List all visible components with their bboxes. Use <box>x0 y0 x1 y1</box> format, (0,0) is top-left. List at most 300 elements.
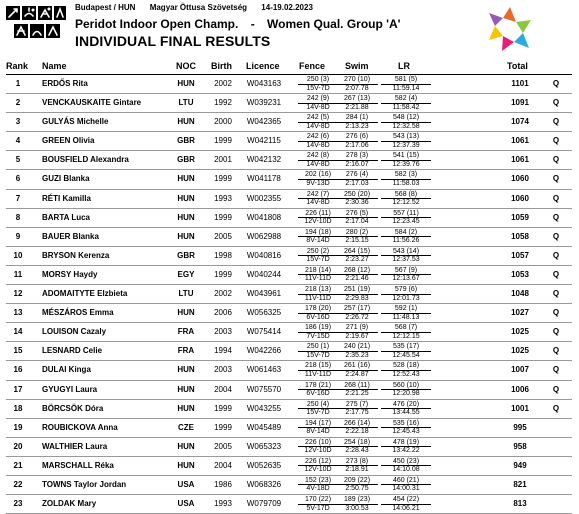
cell-q: Q <box>552 117 560 127</box>
cell-lr <box>381 496 431 512</box>
cell-swim-points: 240 (21) <box>343 343 371 351</box>
table-row <box>6 495 572 514</box>
cell-total: 1001 <box>511 403 529 413</box>
cell-rank: 1 <box>15 79 21 88</box>
cell-lr-points: 584 (2) <box>394 228 418 236</box>
cell-rank: 4 <box>15 136 21 146</box>
cell-swim <box>336 439 378 455</box>
event-info-line <box>75 3 325 12</box>
cell-noc: HUN <box>177 441 195 451</box>
cell-swim-result: 2:21.25 <box>336 389 378 398</box>
cell-noc: EGY <box>177 269 195 279</box>
cell-fence <box>298 133 338 149</box>
cell-lr <box>381 382 431 398</box>
event-emblem-logo <box>485 4 535 54</box>
cell-fence-result: 15V-7D <box>298 408 338 417</box>
cell-total: 1007 <box>511 365 529 375</box>
cell-swim-points: 271 (9) <box>345 324 369 332</box>
cell-lr-result: 11:59.14 <box>381 84 431 93</box>
cell-lr <box>381 439 431 455</box>
cell-fence-points: 178 (21) <box>304 381 332 389</box>
cell-swim <box>336 95 378 111</box>
cell-lr <box>381 458 431 474</box>
cell-swim-result: 2:17.06 <box>336 141 378 150</box>
cell-total: 1058 <box>511 231 529 241</box>
cell-swim-points: 250 (20) <box>343 190 371 198</box>
competition-line <box>75 17 401 31</box>
cell-fence-result: 14V-8D <box>298 103 338 112</box>
cell-fence <box>298 439 338 455</box>
cell-birth: 1999 <box>214 212 232 222</box>
cell-swim-result: 2:22.18 <box>336 427 378 436</box>
cell-swim-points: 273 (8) <box>345 457 369 465</box>
cell-lr-points: 528 (18) <box>392 362 420 370</box>
cell-lr <box>381 171 431 187</box>
cell-lr <box>381 305 431 321</box>
cell-lr <box>381 76 431 92</box>
cell-lr-points: 582 (3) <box>394 171 418 179</box>
cell-rank: 23 <box>13 499 23 509</box>
cell-fence <box>298 248 338 264</box>
cell-fence-points: 194 (17) <box>304 419 332 427</box>
cell-fence-points: 242 (9) <box>306 95 330 103</box>
cell-noc: HUN <box>177 117 195 127</box>
cell-swim <box>336 267 378 283</box>
cell-lr-result: 14:10.08 <box>381 465 431 474</box>
cell-rank: 5 <box>15 155 21 165</box>
cell-swim <box>336 458 378 474</box>
cell-licence: W042132 <box>246 155 282 165</box>
cell-lr-points: 543 (13) <box>392 133 420 141</box>
cell-lr <box>381 286 431 302</box>
cell-rank: 12 <box>13 289 23 299</box>
cell-lr <box>381 477 431 493</box>
cell-fence <box>298 458 338 474</box>
cell-fence-points: 242 (6) <box>306 133 330 141</box>
cell-licence: W075570 <box>246 384 282 394</box>
cell-noc: HUN <box>177 79 195 88</box>
cell-total: 1061 <box>511 136 529 146</box>
cell-q: Q <box>552 98 560 108</box>
cell-birth: 1999 <box>214 403 232 413</box>
col-noc: NOC <box>176 61 196 71</box>
cell-fence-result: 15V-7D <box>298 351 338 360</box>
cell-lr-result: 12:12.15 <box>381 332 431 341</box>
cell-fence-result: 12V-10D <box>298 217 338 226</box>
table-row <box>6 75 572 94</box>
cell-total: 813 <box>513 499 527 509</box>
cell-fence <box>298 343 338 359</box>
cell-swim-points: 189 (23) <box>343 496 371 504</box>
cell-lr <box>381 191 431 207</box>
cell-licence: W002355 <box>246 193 282 203</box>
cell-fence-result: 14V-8D <box>298 160 338 169</box>
cell-lr-result: 13:42.22 <box>381 446 431 455</box>
cell-name: BÖRCSÖK Dóra <box>42 403 104 413</box>
table-row <box>6 113 572 132</box>
cell-name: ERDŐS Rita <box>42 79 88 88</box>
cell-lr <box>381 114 431 130</box>
cell-fence-result: 14V-8D <box>298 122 338 131</box>
table-row <box>6 266 572 285</box>
cell-fence <box>298 401 338 417</box>
cell-lr <box>381 152 431 168</box>
cell-swim <box>336 210 378 226</box>
cell-fence-points: 178 (20) <box>304 305 332 313</box>
cell-lr <box>381 420 431 436</box>
cell-lr-result: 12:45.54 <box>381 351 431 360</box>
cell-swim-points: 266 (14) <box>343 419 371 427</box>
table-row <box>6 381 572 400</box>
cell-q: Q <box>552 250 560 260</box>
cell-noc: USA <box>177 479 195 489</box>
event-location: Budapest / HUN <box>75 3 136 12</box>
cell-licence: W065323 <box>246 441 282 451</box>
table-row <box>6 323 572 342</box>
cell-rank: 17 <box>13 384 23 394</box>
cell-total: 1060 <box>511 193 529 203</box>
cell-q: Q <box>552 289 560 299</box>
title-separator: - <box>250 17 255 31</box>
cell-fence <box>298 420 338 436</box>
cell-total: 1074 <box>511 117 529 127</box>
cell-fence-result: 14V-8D <box>298 141 338 150</box>
cell-lr <box>381 248 431 264</box>
table-row <box>6 342 572 361</box>
cell-birth: 1994 <box>214 346 232 356</box>
col-fence: Fence <box>299 61 326 71</box>
cell-licence: W068326 <box>246 479 282 489</box>
cell-licence: W041178 <box>247 174 281 184</box>
cell-licence: W075414 <box>246 327 282 337</box>
cell-birth: 2004 <box>214 460 232 470</box>
cell-swim-points: 276 (4) <box>345 171 369 179</box>
cell-fence-result: 8V-14D <box>298 427 338 436</box>
cell-lr-points: 548 (12) <box>392 114 420 122</box>
cell-total: 949 <box>513 460 527 470</box>
cell-fence <box>298 229 338 245</box>
cell-fence-result: 12V-10D <box>298 465 338 474</box>
cell-noc: HUN <box>177 384 195 394</box>
cell-rank: 14 <box>13 327 23 337</box>
cell-name: DULAI Kinga <box>42 365 91 375</box>
cell-swim <box>336 133 378 149</box>
cell-lr <box>381 343 431 359</box>
cell-noc: HUN <box>177 212 195 222</box>
cell-lr <box>381 210 431 226</box>
cell-lr-points: 541 (15) <box>392 152 420 160</box>
cell-noc: HUN <box>177 231 195 241</box>
cell-licence: W042266 <box>246 346 282 356</box>
cell-fence-points: 250 (1) <box>306 343 330 351</box>
cell-rank: 22 <box>13 479 23 489</box>
cell-fence-result: 11V-11D <box>298 274 338 283</box>
cell-birth: 2001 <box>214 155 232 165</box>
cell-licence: W043255 <box>246 403 282 413</box>
cell-rank: 20 <box>13 441 23 451</box>
cell-swim-result: 2:21.46 <box>336 274 378 283</box>
cell-lr-result: 12:13.67 <box>381 274 431 283</box>
cell-swim-points: 275 (7) <box>345 400 369 408</box>
cell-q: Q <box>552 384 560 394</box>
cell-fence-points: 250 (3) <box>306 76 330 83</box>
cell-fence-points: 152 (23) <box>304 476 332 484</box>
cell-birth: 1998 <box>214 250 232 260</box>
cell-swim-result: 2:50.75 <box>336 484 378 493</box>
cell-birth: 2002 <box>214 289 232 299</box>
cell-q: Q <box>552 79 560 88</box>
cell-lr-points: 450 (23) <box>392 457 420 465</box>
cell-swim <box>336 191 378 207</box>
table-row <box>6 476 572 495</box>
col-total: Total <box>507 61 528 71</box>
cell-lr-points: 476 (20) <box>392 400 420 408</box>
cell-fence-result: 6V-16D <box>298 389 338 398</box>
cell-swim <box>336 343 378 359</box>
cell-swim-points: 276 (6) <box>345 133 369 141</box>
cell-swim-result: 2:19.67 <box>336 332 378 341</box>
cell-lr-result: 12:52.43 <box>381 370 431 379</box>
cell-birth: 2005 <box>214 441 232 451</box>
cell-lr-points: 568 (8) <box>394 190 418 198</box>
cell-licence: W043163 <box>246 79 282 88</box>
cell-q: Q <box>552 212 560 222</box>
cell-lr-result: 12:37.39 <box>381 141 431 150</box>
cell-rank: 8 <box>15 212 21 222</box>
cell-swim-points: 209 (22) <box>343 476 371 484</box>
cell-total: 1027 <box>511 308 529 318</box>
col-swim: Swim <box>345 61 369 71</box>
cell-lr-result: 12:20.98 <box>381 389 431 398</box>
cell-licence: W045489 <box>246 422 282 432</box>
cell-fence <box>298 171 338 187</box>
cell-rank: 3 <box>15 117 21 127</box>
cell-fence <box>298 267 338 283</box>
cell-fence <box>298 382 338 398</box>
cell-lr-result: 14:06.21 <box>381 504 431 513</box>
cell-noc: HUN <box>177 308 195 318</box>
cell-lr-points: 543 (14) <box>392 247 420 255</box>
cell-licence: W042115 <box>247 136 281 146</box>
cell-lr <box>381 401 431 417</box>
cell-swim <box>336 420 378 436</box>
cell-lr-result: 12:39.76 <box>381 160 431 169</box>
cell-total: 1053 <box>511 269 529 279</box>
cell-swim-points: 276 (5) <box>345 209 369 217</box>
cell-name: WALTHIER Laura <box>42 441 108 451</box>
col-name: Name <box>42 61 67 71</box>
cell-swim-points: 268 (11) <box>344 381 370 389</box>
cell-fence <box>298 191 338 207</box>
cell-total: 1048 <box>511 289 529 299</box>
cell-swim-result: 2:16.07 <box>336 160 378 169</box>
cell-q: Q <box>552 136 560 146</box>
cell-lr-result: 13:44.55 <box>381 408 431 417</box>
cell-noc: HUN <box>177 193 195 203</box>
table-row <box>6 94 572 113</box>
cell-fence-result: 7V-15D <box>298 332 338 341</box>
cell-total: 1025 <box>511 327 529 337</box>
cell-rank: 11 <box>13 269 23 279</box>
cell-swim <box>336 362 378 378</box>
cell-q: Q <box>552 403 560 413</box>
cell-lr-points: 568 (7) <box>394 324 418 332</box>
cell-swim <box>336 229 378 245</box>
cell-total: 1061 <box>511 155 529 165</box>
cell-fence-points: 226 (10) <box>304 438 332 446</box>
cell-swim <box>336 477 378 493</box>
cell-lr-points: 535 (17) <box>392 343 420 351</box>
cell-lr-points: 582 (4) <box>394 95 418 103</box>
cell-fence-points: 250 (2) <box>306 247 330 255</box>
cell-fence-points: 170 (22) <box>304 496 332 504</box>
cell-swim-result: 3:00.53 <box>336 504 378 513</box>
cell-name: LESNARD Celie <box>42 346 103 356</box>
table-row <box>6 170 572 189</box>
table-row <box>6 400 572 419</box>
cell-noc: HUN <box>177 403 195 413</box>
cell-rank: 9 <box>15 231 21 241</box>
cell-rank: 10 <box>13 250 23 260</box>
cell-fence-result: 11V-11D <box>298 370 338 379</box>
cell-swim-points: 278 (3) <box>345 152 369 160</box>
cell-name: MARSCHALL Réka <box>42 460 114 470</box>
cell-total: 1059 <box>511 212 529 222</box>
cell-fence <box>298 286 338 302</box>
cell-name: MORSY Haydy <box>42 269 98 279</box>
cell-birth: 2006 <box>214 308 232 318</box>
table-row <box>6 151 572 170</box>
cell-fence-points: 218 (15) <box>304 362 332 370</box>
cell-name: BAUER Blanka <box>42 231 99 241</box>
table-row <box>6 190 572 209</box>
cell-noc: GBR <box>177 136 195 146</box>
cell-rank: 18 <box>13 403 23 413</box>
cell-fence-result: 6V-16D <box>298 313 338 322</box>
cell-rank: 19 <box>13 422 23 432</box>
cell-name: ZOLDAK Mary <box>42 499 97 509</box>
cell-rank: 6 <box>15 174 21 184</box>
cell-fence <box>298 477 338 493</box>
cell-swim <box>336 382 378 398</box>
cell-noc: CZE <box>178 422 194 432</box>
table-row <box>6 285 572 304</box>
cell-birth: 1992 <box>214 98 232 108</box>
cell-swim-result: 2:18.91 <box>336 465 378 474</box>
table-row <box>6 438 572 457</box>
cell-total: 995 <box>513 422 527 432</box>
cell-fence-result: 15V-7D <box>298 84 338 93</box>
cell-total: 1091 <box>511 98 529 108</box>
cell-licence: W043961 <box>246 289 282 299</box>
cell-birth: 2002 <box>214 79 232 88</box>
table-row <box>6 419 572 438</box>
cell-fence <box>298 95 338 111</box>
cell-fence <box>298 114 338 130</box>
cell-lr-points: 560 (10) <box>392 381 420 389</box>
cell-swim <box>336 114 378 130</box>
cell-birth: 1986 <box>214 479 232 489</box>
cell-name: GUZI Blanka <box>42 174 90 184</box>
cell-lr-result: 12:37.53 <box>381 255 431 264</box>
cell-name: MÉSZÁROS Emma <box>42 308 114 318</box>
cell-swim-points: 270 (10) <box>343 76 371 83</box>
cell-rank: 21 <box>13 460 23 470</box>
cell-lr <box>381 324 431 340</box>
cell-fence-points: 242 (8) <box>306 152 330 160</box>
cell-swim-result: 2:15.15 <box>336 236 378 245</box>
cell-lr <box>381 362 431 378</box>
cell-swim-points: 284 (1) <box>345 114 369 122</box>
cell-rank: 15 <box>13 346 23 356</box>
cell-lr-points: 581 (5) <box>394 76 418 83</box>
cell-swim-result: 2:35.23 <box>336 351 378 360</box>
cell-lr-result: 12:01.73 <box>381 294 431 303</box>
cell-noc: HUN <box>177 174 195 184</box>
cell-swim-result: 2:17.75 <box>336 408 378 417</box>
table-row <box>6 209 572 228</box>
table-header <box>6 58 572 75</box>
cell-licence: W042365 <box>246 117 282 127</box>
cell-total: 1060 <box>511 174 529 184</box>
table-row <box>6 304 572 323</box>
cell-q: Q <box>552 174 560 184</box>
cell-fence-points: 242 (7) <box>306 190 330 198</box>
cell-swim-result: 2:26.72 <box>336 313 378 322</box>
cell-fence <box>298 76 338 92</box>
cell-lr-result: 11:56.26 <box>381 236 431 245</box>
cell-swim <box>336 286 378 302</box>
cell-q: Q <box>552 346 560 356</box>
cell-fence-result: 12V-10D <box>298 446 338 455</box>
cell-birth: 1999 <box>214 422 232 432</box>
col-birth: Birth <box>211 61 232 71</box>
cell-lr-points: 478 (19) <box>392 438 420 446</box>
cell-birth: 1999 <box>214 174 232 184</box>
cell-name: TOWNS Taylor Jordan <box>42 479 127 489</box>
cell-name: LOUISON Cazaly <box>42 327 107 337</box>
competition-name: Peridot Indoor Open Champ. <box>75 17 239 31</box>
col-lr: LR <box>398 61 410 71</box>
col-rank: Rank <box>6 61 29 71</box>
table-row <box>6 457 572 476</box>
cell-swim-result: 2:28.43 <box>336 446 378 455</box>
cell-swim-result: 2:17.04 <box>336 217 378 226</box>
cell-swim <box>336 248 378 264</box>
cell-lr <box>381 95 431 111</box>
cell-birth: 1993 <box>214 193 232 203</box>
cell-q: Q <box>552 327 560 337</box>
cell-name: BRYSON Kerenza <box>42 250 110 260</box>
table-body <box>6 75 572 514</box>
cell-swim-result: 2:29.83 <box>336 294 378 303</box>
table-row <box>6 228 572 247</box>
cell-fence-points: 226 (11) <box>305 209 331 217</box>
cell-birth: 2000 <box>214 117 232 127</box>
cell-lr-result: 12:23.45 <box>381 217 431 226</box>
cell-licence: W040816 <box>246 250 282 260</box>
cell-lr-points: 454 (22) <box>392 496 420 504</box>
cell-swim-points: 264 (15) <box>343 247 371 255</box>
cell-swim-points: 268 (12) <box>343 266 371 274</box>
cell-fence-points: 218 (13) <box>304 286 332 294</box>
cell-swim-result: 2:13.23 <box>336 122 378 131</box>
cell-swim-result: 2:07.78 <box>336 84 378 93</box>
cell-swim-points: 251 (19) <box>343 286 371 294</box>
cell-name: BOUSFIELD Alexandra <box>42 155 129 165</box>
cell-name: BARTA Luca <box>42 212 90 222</box>
col-licence: Licence <box>246 61 280 71</box>
